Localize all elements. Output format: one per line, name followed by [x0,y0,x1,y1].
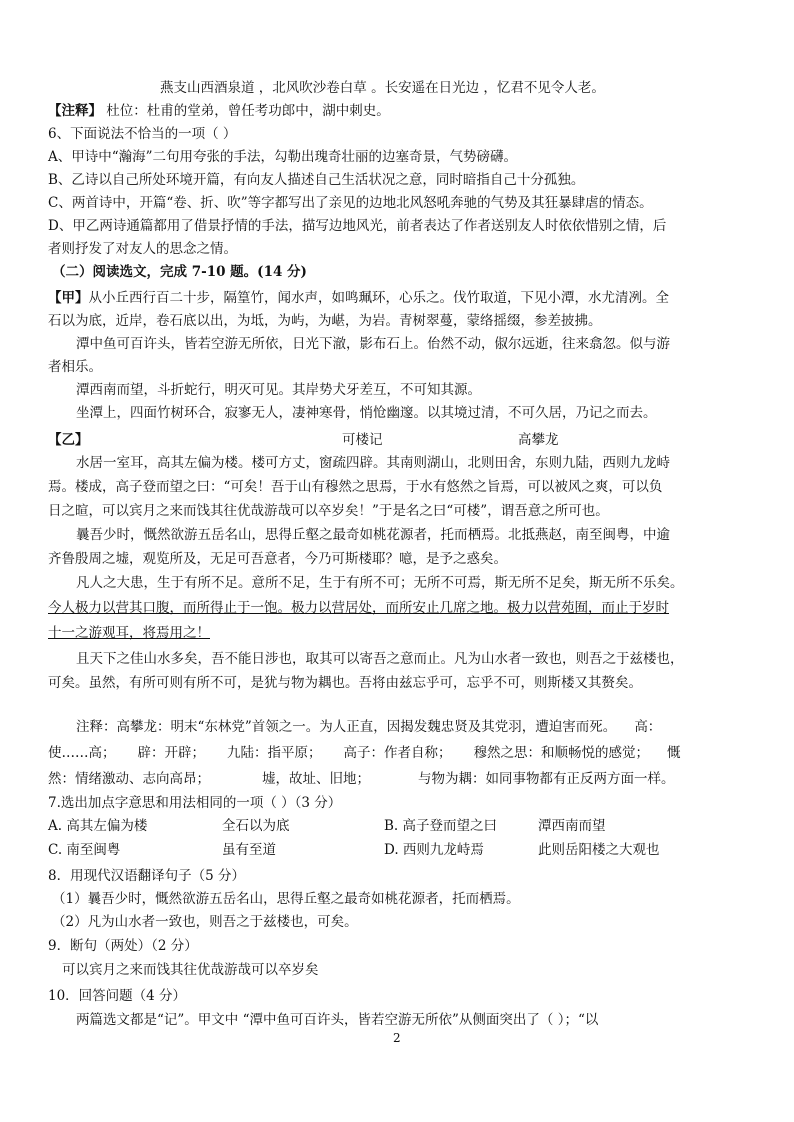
poem-note [48,101,390,121]
yi-title: 可楼记 [342,432,383,448]
notes-text-2c: 九陆：指平原； [227,745,322,761]
q6-option-d-line1: D、甲乙两诗通篇都用了借景抒情的手法，描写边地风光，前者表达了作者送别友人时依依惜别之情，后 [48,218,667,234]
notes-text-1: 注释：高攀龙：明末“东林党”首领之一。为人正直，因揭发魏忠贤及其党羽，遭迫害而死。 [76,719,617,735]
q8-sentence-1: （1）曩吾少时，慨然欲游五岳名山，思得丘壑之最奇如桃花源者，托而栖焉。 [52,891,520,907]
q7-option-a-2: 全石以为底 [222,818,290,834]
notes-line1 [76,717,661,737]
page-number: 2 [393,1031,401,1045]
notes-text-2b: 辟：开辟； [137,745,205,761]
yi-para4-line2: 可矣。虽然，有所可则有所不可，是犹与物为耦也。吾将由兹忘乎可，忘乎不可，则斯楼又其赘矣。 [48,675,642,691]
q6-stem: 6、下面说法不恰当的一项（ ） [48,126,237,142]
jia-para1-line2: 石以为底，近岸，卷石底以出，为坻，为屿，为嵁，为岩。青树翠蔓，蒙络摇缀，参差披拂。 [48,313,602,329]
notes-line3 [48,769,675,789]
q9-text: 可以宾月之来而饯其往优哉游哉可以卒岁矣 [62,962,319,978]
jia-para2-line2: 者相乐。 [48,359,102,375]
q10-stem: 10．回答问题（4 分） [48,988,187,1004]
jia-label: 【甲】 [48,290,89,306]
jia-para1-line1 [48,288,669,308]
yi-para2-line1: 曩吾少时，慨然欲游五岳名山，思得丘壑之最奇如桃花源者，托而栖焉。北抵燕赵，南至闽粤，中逾 [76,527,670,543]
q7-stem: 7.选出加点字意思和用法相同的一项（ ）（3 分） [48,795,342,811]
poem-line: 燕支山西酒泉道 ，北风吹沙卷白草 。长安遥在日光边 ，忆君不见令人老。 [160,80,605,96]
notes-text-3a: 然：情绪激动、志向高昂； [48,771,210,787]
q7-option-a-1: A. 高其左偏为楼 [48,818,148,834]
q6-option-b: B、乙诗以自己所处环境开篇，有向友人描述自己生活状况之意，同时暗指自己十分孤独。 [48,172,585,188]
q7-option-c-2: 虽有至道 [222,842,276,858]
yi-para3-line1: 凡人之大患，生于有所不足。意所不足，生于有所不可；无所不可焉，斯无所不足矣，斯无所不乐矣。 [76,575,684,591]
q7-option-b-2: 潭西南而望 [538,818,606,834]
notes-text-2a: 使……高； [48,745,116,761]
q6-option-a: A、甲诗中“瀚海”二句用夸张的手法，勾勒出瑰奇壮丽的边塞奇景，气势磅礴。 [48,149,518,165]
notes-text-3c: 与物为耦：如同事物都有正反两方面一样。 [418,771,675,787]
jia-para2-line1: 潭中鱼可百许头，皆若空游无所依，日光下澈，影布石上。佁然不动，俶尔远逝，往来翕忽。似与游 [76,336,670,352]
q6-option-d-line2: 者则抒发了对友人的思念之情。 [48,241,237,257]
q7-option-d-2: 此则岳阳楼之大观也 [538,842,660,858]
q7-option-b-1: B. 高子登而望之曰 [384,818,498,834]
q10-text: 两篇选文都是“记”。甲文中 “潭中鱼可百许头，皆若空游无所依”从侧面突出了（ ）；“以 [76,1012,599,1028]
notes-text-2d: 高子：作者自称； [343,745,452,761]
q9-stem: 9．断句（两处）（2 分） [48,938,198,954]
jia-para4: 坐潭上，四面竹树环合，寂寥无人，凄神寒骨，悄怆幽邃。以其境过清，不可久居，乃记之而去。 [76,405,657,421]
note-label: 【注释】 [48,103,102,119]
q8-stem: 8．用现代汉语翻译句子（5 分） [48,868,245,884]
yi-author: 高攀龙 [518,432,559,448]
yi-para1-line1: 水居一室耳，高其左偏为楼。楼可方丈，窗疏四辟。其南则湖山，北则田舍，东则九陆，西则九龙峙 [76,455,670,471]
notes-text-1b: 高： [634,719,662,735]
yi-label: 【乙】 [48,432,89,448]
yi-para3-line2-underlined: 今人极力以营其口腹，而所得止于一饱。极力以营居处，而所安止几席之地。极力以营苑囿，而止于岁时 [48,600,669,616]
section-2-heading: （二）阅读选文，完成 7-10 题。(14 分) [52,264,307,280]
q7-option-c-1: C. 南至闽粤 [48,842,121,858]
note-text: 杜位：杜甫的堂弟，曾任考功郎中，湖中刺史。 [102,103,390,119]
yi-para3-line3-underlined: 十一之游观耳，将焉用之！ [48,625,210,641]
jia-para3: 潭西南而望，斗折蛇行，明灭可见。其岸势犬牙差互，不可知其源。 [76,382,481,398]
notes-text-2e: 穆然之思：和顺畅悦的感觉； [473,745,649,761]
yi-para1-line2: 焉。楼成，高子登而望之曰：“可矣！吾于山有穆然之思焉，于水有悠然之旨焉，可以被风之爽，可以负 [48,479,663,495]
q8-sentence-2: （2）凡为山水者一致也，则吾之于兹楼也，可矣。 [52,914,358,930]
notes-line2 [48,743,681,763]
q6-option-c: C、两首诗中，开篇“卷、折、吹”等字都写出了亲见的边地北风怒吼奔驰的气势及其狂暴肆虐的情态。 [48,195,653,211]
yi-para4-line1: 且天下之佳山水多矣，吾不能日涉也，取其可以寄吾之意而止。凡为山水者一致也，则吾之于兹楼也， [76,651,684,667]
notes-text-3b: 墟，故址、旧地； [262,771,370,787]
q7-option-d-1: D. 西则九龙峙焉 [384,842,484,858]
yi-para2-line2: 齐鲁殷周之墟，观览所及，无足可吾意者，今乃可斯楼耶？噫，是予之惑矣。 [48,551,507,567]
jia-para1-text: 从小丘西行百二十步，隔篁竹，闻水声，如鸣珮环，心乐之。伐竹取道，下见小潭，水尤清冽。全 [88,290,669,306]
notes-text-2f: 慨 [667,745,681,761]
yi-para1-line3: 日之暄，可以宾月之来而饯其往优哉游哉可以卒岁矣！”于是名之曰“可楼”，谓吾意之所可也。 [48,503,609,519]
